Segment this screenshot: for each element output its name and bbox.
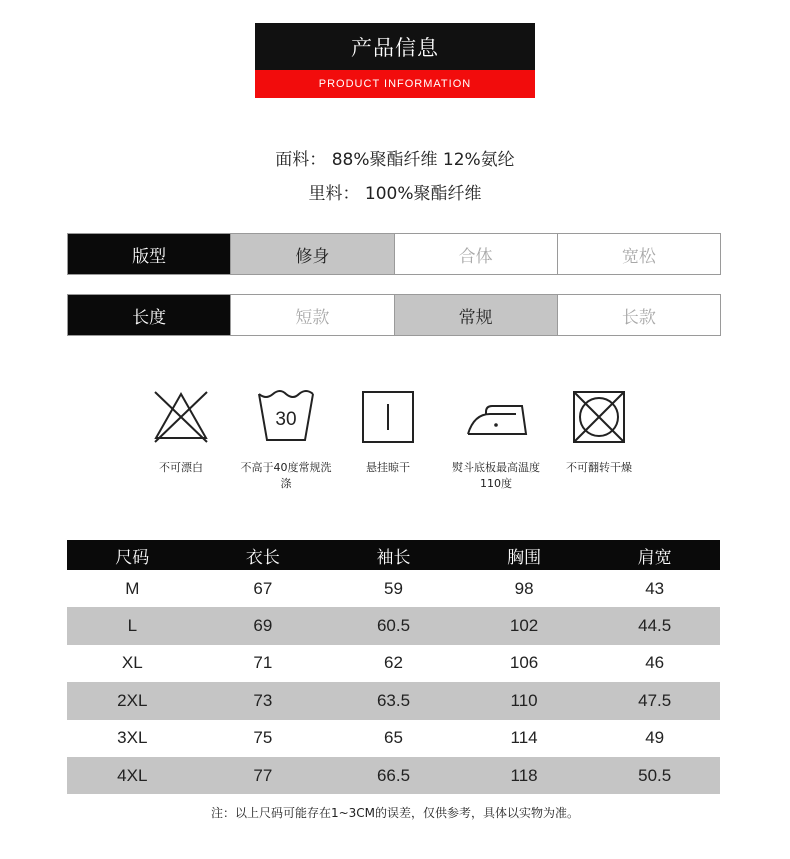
table-cell: 98 xyxy=(514,578,534,598)
header-subtitle: PRODUCT INFORMATION xyxy=(255,70,535,98)
wash-30-icon xyxy=(256,388,316,446)
table-row xyxy=(67,757,720,794)
table-cell: 66.5 xyxy=(376,765,411,785)
care-text-hang-dry: 悬挂晾干 xyxy=(366,461,410,474)
no-bleach-icon xyxy=(151,388,211,446)
length-label: 长度 xyxy=(68,295,230,335)
care-text-wash: 不高于40度常规洗涤 xyxy=(240,461,332,490)
wash-temp-number: 30 xyxy=(275,409,297,430)
table-cell: L xyxy=(127,616,138,636)
care-text-no-tumble-dry: 不可翻转干燥 xyxy=(566,461,632,474)
care-item-hang-dry xyxy=(338,388,438,476)
table-cell: 59 xyxy=(384,578,403,598)
col-chest: 胸围 xyxy=(507,547,542,568)
table-row xyxy=(67,645,720,682)
size-table xyxy=(67,540,720,794)
table-cell: 4XL xyxy=(117,765,148,785)
table-cell: 63.5 xyxy=(376,690,411,710)
length-option-short: 短款 xyxy=(230,295,393,335)
care-item-no-tumble-dry xyxy=(549,388,649,476)
table-cell: 110 xyxy=(510,690,538,710)
iron-icon xyxy=(464,388,528,446)
lining-text: 里料： 100%聚酯纤维 xyxy=(308,184,482,204)
table-cell: 43 xyxy=(645,578,665,598)
care-text-no-bleach: 不可漂白 xyxy=(159,461,203,474)
table-row xyxy=(67,720,720,757)
table-cell: 118 xyxy=(510,765,538,785)
fit-option-slim: 修身 xyxy=(230,234,393,274)
table-row xyxy=(67,682,720,719)
fit-option-regular: 合体 xyxy=(394,234,557,274)
table-cell: XL xyxy=(121,653,143,673)
care-item-iron xyxy=(446,388,546,492)
table-cell: 114 xyxy=(510,728,538,748)
length-option-regular: 常规 xyxy=(394,295,557,335)
table-row xyxy=(67,570,720,607)
care-item-wash xyxy=(236,388,336,492)
table-cell: 50.5 xyxy=(638,765,672,785)
size-note: 注：以上尺码可能存在1~3CM的误差，仅供参考，具体以实物为准。 xyxy=(210,806,580,820)
care-item-no-bleach xyxy=(131,388,231,476)
table-cell: 69 xyxy=(253,616,273,636)
table-cell: 77 xyxy=(253,765,273,785)
table-cell: 46 xyxy=(645,653,665,673)
col-sleeve: 袖长 xyxy=(376,547,411,568)
table-row xyxy=(67,607,720,644)
table-cell: 67 xyxy=(253,578,273,598)
table-cell: 71 xyxy=(253,653,273,673)
col-shoulder: 肩宽 xyxy=(637,547,672,568)
fabric-text: 面料： 88%聚酯纤维 12%氨纶 xyxy=(275,150,515,170)
table-cell: 62 xyxy=(384,653,403,673)
table-cell: 73 xyxy=(253,690,273,710)
length-row xyxy=(67,294,721,336)
fit-row xyxy=(67,233,721,275)
table-cell: 106 xyxy=(509,653,539,673)
info-header xyxy=(255,23,535,98)
table-cell: 60.5 xyxy=(376,616,411,636)
no-tumble-dry-icon xyxy=(569,388,629,446)
hang-dry-icon xyxy=(358,388,418,446)
table-cell: M xyxy=(125,578,140,598)
table-cell: 49 xyxy=(645,728,665,748)
table-cell: 75 xyxy=(253,728,273,748)
table-cell: 44.5 xyxy=(638,616,672,636)
length-option-long: 长款 xyxy=(557,295,720,335)
fit-option-loose: 宽松 xyxy=(557,234,720,274)
size-table-header xyxy=(67,540,720,570)
table-cell: 47.5 xyxy=(638,690,672,710)
col-size: 尺码 xyxy=(115,547,150,568)
table-cell: 2XL xyxy=(117,690,148,710)
header-title: 产品信息 xyxy=(255,23,535,70)
table-cell: 3XL xyxy=(117,728,148,748)
fit-label: 版型 xyxy=(68,234,230,274)
table-cell: 65 xyxy=(384,728,403,748)
col-length: 衣长 xyxy=(245,547,280,568)
table-cell: 102 xyxy=(509,616,539,636)
care-text-iron: 熨斗底板最高温度110度 xyxy=(452,461,540,490)
